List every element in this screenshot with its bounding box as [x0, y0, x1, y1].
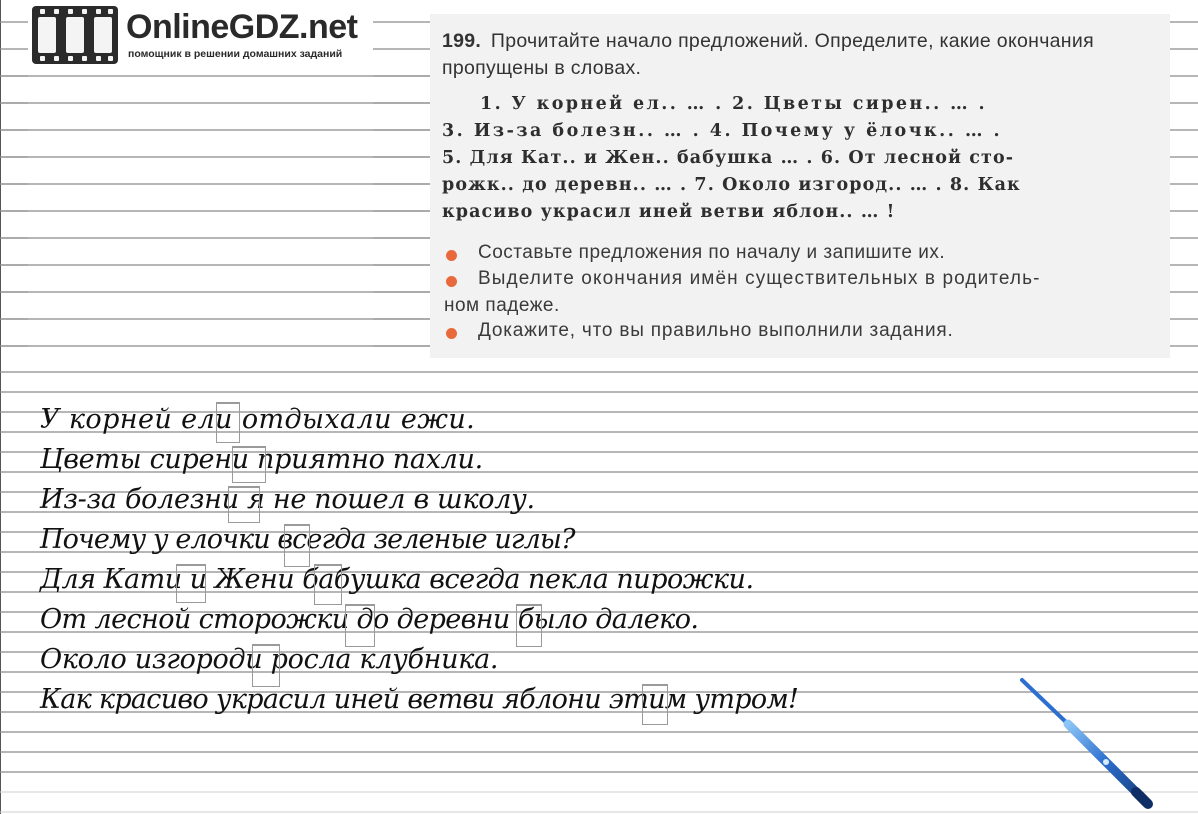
- bullet-dot-icon: [446, 328, 457, 339]
- exercise-line-5: красиво украсил иней ветви яблон.. … !: [442, 202, 896, 222]
- answer-line-5: Для Кати и Жени бабушка всегда пекла пирожки.: [40, 564, 754, 595]
- exercise-scan: [430, 14, 1170, 358]
- ending-marker: [176, 564, 206, 603]
- ending-marker: [284, 524, 310, 567]
- answer-line-7: Около изгороди росла клубника.: [40, 644, 499, 675]
- ending-marker: [314, 564, 342, 605]
- exercise-line-4: рожк.. до деревн.. … . 7. Около изгород.. … . 8. Как: [442, 175, 1021, 195]
- film-strip-icon: [32, 6, 118, 64]
- answer-line-8: Как красиво украсил иней ветви яблони этим утром!: [40, 684, 799, 715]
- bullet-dot-icon: [446, 250, 457, 261]
- exercise-bullet-1: Составьте предложения по началу и запишите их.: [478, 242, 946, 263]
- ending-marker: [216, 402, 240, 443]
- exercise-bullet-2: Выделите окончания имён существительных в родитель-: [478, 268, 1041, 289]
- bullet-dot-icon: [446, 276, 457, 287]
- answer-line-2: Цветы сирени приятно пахли.: [40, 444, 483, 475]
- pen-icon: [1010, 672, 1160, 814]
- exercise-number: 199.: [442, 30, 482, 52]
- ending-marker: [228, 486, 260, 523]
- exercise-line-2: 3. Из-за болезн.. … . 4. Почему у ёлочк.. … .: [442, 121, 1003, 141]
- ending-marker: [345, 604, 375, 647]
- answer-line-3: Из-за болезни я не пошел в школу.: [40, 484, 535, 515]
- ending-marker: [232, 446, 266, 483]
- answer-line-4: Почему у елочки всегда зеленые иглы?: [40, 524, 575, 555]
- ending-marker: [252, 644, 280, 687]
- ending-marker: [642, 684, 668, 725]
- exercise-line-1: 1. У корней ел.. … . 2. Цветы сирен.. … .: [480, 94, 987, 114]
- logo-slogan: помощник в решении домашних заданий: [128, 48, 343, 60]
- exercise-line-3: 5. Для Кат.. и Жен.. бабушка … . 6. От лесной сто-: [442, 148, 1015, 168]
- site-logo[interactable]: [28, 4, 373, 68]
- exercise-intro: [442, 28, 1167, 82]
- logo-brand-name: OnlineGDZ.net: [126, 8, 358, 46]
- exercise-bullet-2-cont: ном падеже.: [444, 295, 560, 316]
- answer-line-6: От лесной сторожки до деревни было далеко.: [40, 604, 699, 635]
- exercise-instruction: Прочитайте начало предложений. Определите, какие окончания пропущены в словах.: [442, 30, 1094, 79]
- ending-marker: [516, 604, 542, 647]
- exercise-bullet-3: Докажите, что вы правильно выполнили задания.: [478, 320, 954, 341]
- answer-line-1: У корней ели отдыхали ежи.: [40, 404, 476, 435]
